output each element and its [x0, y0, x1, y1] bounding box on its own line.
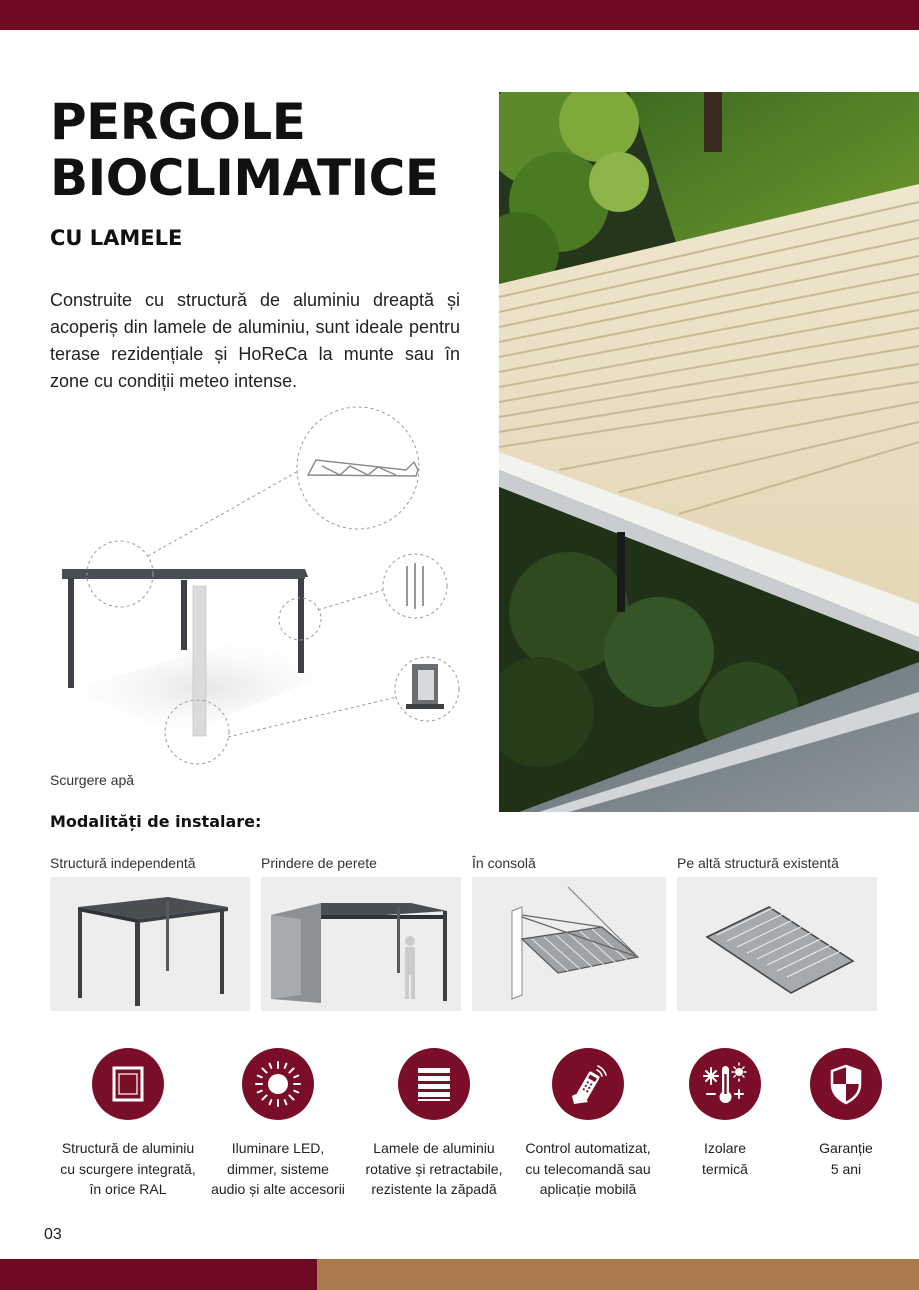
post-detail [407, 563, 423, 609]
title-line-1: PERGOLE [50, 93, 306, 151]
feature-led-lighting [203, 1048, 353, 1200]
feature-automated-control [513, 1048, 663, 1200]
frame-icon [108, 1064, 148, 1104]
feature-icon-circle [810, 1048, 882, 1120]
feature-icon-circle [689, 1048, 761, 1120]
feature-rotating-louvers [357, 1048, 511, 1200]
existing-structure-illustration [677, 877, 877, 1011]
feature-icon-circle [552, 1048, 624, 1120]
cantilever-illustration [472, 877, 666, 1011]
feature-text: Iluminare LED, dimmer, sisteme audio și alte accesorii [211, 1140, 345, 1197]
feature-warranty [796, 1048, 896, 1179]
bottom-accent-bar [317, 1259, 919, 1290]
feature-text: Lamele de aluminiu rotative și retractabile, rezistente la zăpadă [365, 1140, 503, 1197]
feature-icon-circle [242, 1048, 314, 1120]
wall-mounted-illustration [261, 877, 461, 1011]
install-option-freestanding [50, 855, 250, 1015]
installation-title: Modalități de instalare: [50, 812, 262, 831]
page-title [50, 94, 490, 206]
remote-control-icon [566, 1062, 610, 1106]
page-subtitle: CU LAMELE [50, 226, 183, 250]
install-option-label: În consolă [472, 855, 536, 871]
top-brand-bar [0, 0, 919, 30]
intro-paragraph: Construite cu structură de aluminiu dreaptă și acoperiș din lamele de aluminiu, sunt ideale pentru terase rezidențiale și HoReCa la munte sau în zone cu condiții meteo intense. [50, 290, 460, 391]
warranty-shield-icon [824, 1062, 868, 1106]
feature-icon-circle [92, 1048, 164, 1120]
feature-text: Izolare termică [702, 1140, 748, 1177]
drain-caption: Scurgere apă [50, 772, 135, 788]
page-number: 03 [44, 1226, 62, 1243]
freestanding-illustration [50, 877, 250, 1011]
title-line-2: BIOCLIMATICE [50, 149, 439, 207]
feature-icon-circle [398, 1048, 470, 1120]
install-option-label: Prindere de perete [261, 855, 377, 871]
feature-text: Structură de aluminiu cu scurgere integrată, în orice RAL [60, 1140, 196, 1197]
install-option-label: Structură independentă [50, 855, 196, 871]
install-option-existing-structure [677, 855, 877, 1015]
sun-light-icon [253, 1059, 303, 1109]
bottom-brand-bar [0, 1259, 317, 1290]
feature-text: Control automatizat, cu telecomandă sau aplicație mobilă [525, 1140, 651, 1197]
pergola-photo [499, 92, 919, 812]
install-option-wall-mounted [261, 855, 461, 1015]
feature-aluminium-structure [48, 1048, 208, 1200]
install-option-cantilever [472, 855, 666, 1015]
louvers-icon [414, 1064, 454, 1104]
louver-profile-detail [308, 460, 418, 476]
pergola-diagram [50, 400, 470, 770]
pergola-frame [62, 569, 340, 736]
install-option-label: Pe altă structură existentă [677, 855, 839, 871]
person-silhouette [405, 936, 415, 999]
feature-text: Garanție 5 ani [819, 1140, 873, 1177]
detail-zoom-profile [297, 407, 419, 529]
thermal-insulation-icon [701, 1060, 749, 1108]
drain-detail [406, 664, 444, 709]
feature-thermal-insulation [675, 1048, 775, 1179]
